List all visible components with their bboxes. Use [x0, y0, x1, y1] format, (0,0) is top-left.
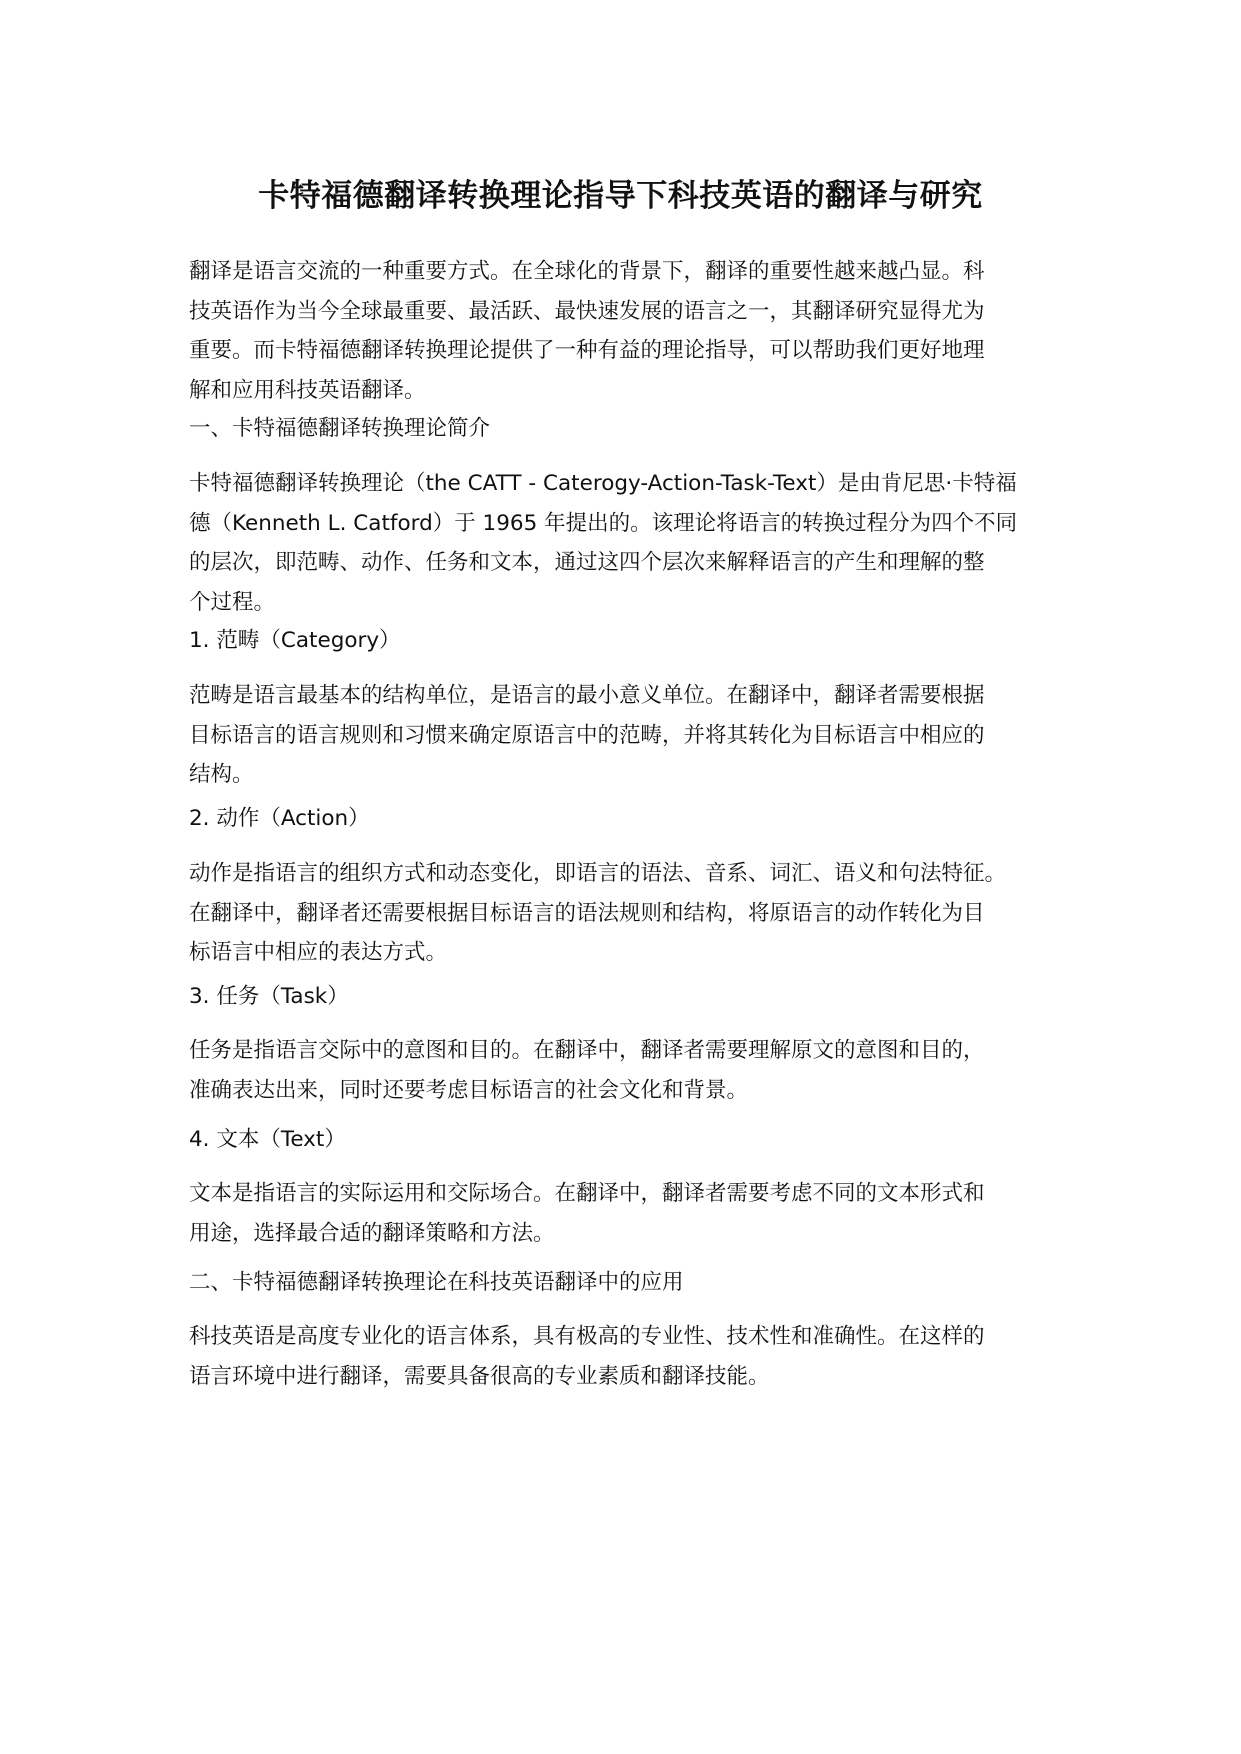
section-1-paragraph — [189, 464, 1049, 622]
heading-line: 一、卡特福德翻译转换理论简介 — [189, 416, 491, 441]
heading-line: 4. 文本（Text） — [189, 1127, 346, 1152]
item-4-heading — [189, 1120, 1049, 1160]
item-1-heading — [189, 621, 1049, 661]
item-3-paragraph — [189, 1031, 1049, 1110]
text-line: 语言环境中进行翻译，需要具备很高的专业素质和翻译技能。 — [189, 1363, 770, 1389]
text-line: 动作是指语言的组织方式和动态变化，即语言的语法、音系、词汇、语义和句法特征。 — [189, 861, 1007, 886]
text-line: 标语言中相应的表达方式。 — [189, 940, 448, 965]
text-line: 任务是指语言交际中的意图和目的。在翻译中，翻译者需要理解原文的意图和目的， — [189, 1038, 985, 1063]
item-1-paragraph — [189, 676, 1049, 795]
text-line: 目标语言的语言规则和习惯来确定原语言中的范畴，并将其转化为目标语言中相应的 — [189, 722, 985, 748]
text-line: 个过程。 — [189, 589, 276, 615]
intro-paragraph — [189, 252, 1049, 410]
document-title: 卡特福德翻译转换理论指导下科技英语的翻译与研究 — [258, 178, 983, 214]
heading-line: 2. 动作（Action） — [189, 806, 370, 831]
text-line: 解和应用科技英语翻译。 — [189, 377, 426, 403]
heading-line: 3. 任务（Task） — [189, 984, 349, 1009]
text-line: 重要。而卡特福德翻译转换理论提供了一种有益的理论指导，可以帮助我们更好地理 — [189, 338, 985, 363]
text-line: 卡特福德翻译转换理论（the CATT - Caterogy-Action-Task-Text）是由肯尼思·卡特福 — [189, 471, 1017, 496]
text-line: 科技英语是高度专业化的语言体系，具有极高的专业性、技术性和准确性。在这样的 — [189, 1324, 985, 1349]
heading-line: 1. 范畴（Category） — [189, 628, 401, 653]
text-line: 文本是指语言的实际运用和交际场合。在翻译中，翻译者需要考虑不同的文本形式和 — [189, 1181, 985, 1206]
section-1-heading — [189, 409, 1049, 449]
text-line: 在翻译中，翻译者还需要根据目标语言的语法规则和结构，将原语言的动作转化为目 — [189, 900, 985, 926]
item-3-heading — [189, 977, 1049, 1017]
heading-line: 二、卡特福德翻译转换理论在科技英语翻译中的应用 — [189, 1270, 684, 1295]
item-4-paragraph — [189, 1174, 1049, 1253]
item-2-paragraph — [189, 854, 1049, 973]
text-line: 范畴是语言最基本的结构单位，是语言的最小意义单位。在翻译中，翻译者需要根据 — [189, 683, 985, 708]
text-line: 用途，选择最合适的翻译策略和方法。 — [189, 1220, 555, 1246]
text-line: 的层次，即范畴、动作、任务和文本，通过这四个层次来解释语言的产生和理解的整 — [189, 550, 985, 575]
text-line: 结构。 — [189, 762, 254, 787]
item-2-heading — [189, 799, 1049, 839]
text-line: 德（Kenneth L. Catford）于 1965 年提出的。该理论将语言的转换过程分为四个不同 — [189, 510, 1018, 536]
section-2-paragraph — [189, 1317, 1049, 1396]
text-line: 准确表达出来，同时还要考虑目标语言的社会文化和背景。 — [189, 1077, 749, 1103]
text-line: 翻译是语言交流的一种重要方式。在全球化的背景下，翻译的重要性越来越凸显。科 — [189, 259, 985, 284]
text-line: 技英语作为当今全球最重要、最活跃、最快速发展的语言之一，其翻译研究显得尤为 — [189, 298, 985, 324]
section-2-heading — [189, 1263, 1049, 1303]
